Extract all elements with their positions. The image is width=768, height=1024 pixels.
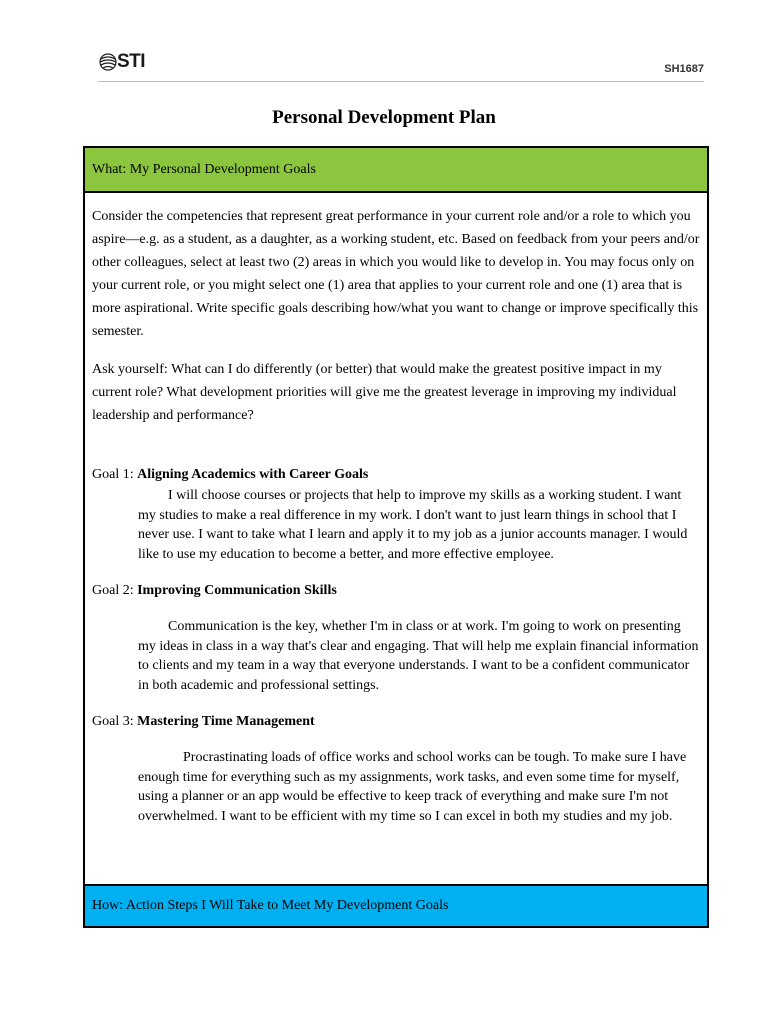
sti-logo xyxy=(98,51,145,73)
goals-cell xyxy=(85,193,707,884)
goal-2-label: Goal 2: xyxy=(92,583,138,598)
logo-text: STI xyxy=(117,51,146,72)
header-divider xyxy=(98,81,704,82)
how-header-row xyxy=(85,884,707,926)
goal-3-heading xyxy=(92,710,701,733)
how-header-label: How: Action Steps I Will Take to Meet My Development Goals xyxy=(92,898,449,913)
goal-1-text: I will choose courses or projects that help to improve my skills as a working student. I want my studies to make a real difference in my work. I don't want to just learn things in school that I never use. I want to take what I learn and apply it to my job as a junior accounts manager. I would like to use my education to become a better, and more effective employee. xyxy=(138,488,688,562)
development-plan-table xyxy=(83,146,709,928)
goal-1-heading xyxy=(92,463,701,486)
what-header-label: What: My Personal Development Goals xyxy=(92,161,316,177)
instructions-paragraph: Consider the competencies that represent great performance in your current role and/or a role to which you aspire—e.g. as a student, as a daughter, as a working student, etc. Based on feedback from your peers and/or other colleagues, select at least two (2) areas in which you would like to develop in. You may focus only on your current role, or you might select one (1) area that applies to your current role and one (1) area that is more aspirational. Write specific goals describing how/what you want to change or improve specifically this semester. xyxy=(92,209,700,339)
goal-3-text: Procrastinating loads of office works and school works can be tough. To make sure I have enough time for everything such as my assignments, work tasks, and even some time for myself, using a planner or an app would be effective to keep track of everything and make sure I'm not overwhelmed. I want to be efficient with my time so I can excel in both my studies and my job. xyxy=(138,750,687,824)
goal-2-text: Communication is the key, whether I'm in class or at work. I'm going to work on presenting my ideas in class in a way that's clear and engaging. That will help me explain financial information to clients and my team in a way that everyone understands. I want to be a confident communicator in both academic and professional settings. xyxy=(138,619,699,693)
goal-3-title: Mastering Time Management xyxy=(137,714,315,729)
document-code: SH1687 xyxy=(664,63,704,75)
reflection-prompt: Ask yourself: What can I do differently (or better) that would make the greatest positive impact in my current role? What development priorities will give me the greatest leverage in improving my individual leadership and performance? xyxy=(92,362,677,423)
page-title: Personal Development Plan xyxy=(272,107,496,128)
goal-2-title: Improving Communication Skills xyxy=(137,583,337,598)
what-header-row xyxy=(85,148,707,193)
goal-1-title: Aligning Academics with Career Goals xyxy=(137,467,369,482)
goal-2-heading xyxy=(92,579,701,602)
goal-1-label: Goal 1: xyxy=(92,467,138,482)
goal-3-label: Goal 3: xyxy=(92,714,138,729)
